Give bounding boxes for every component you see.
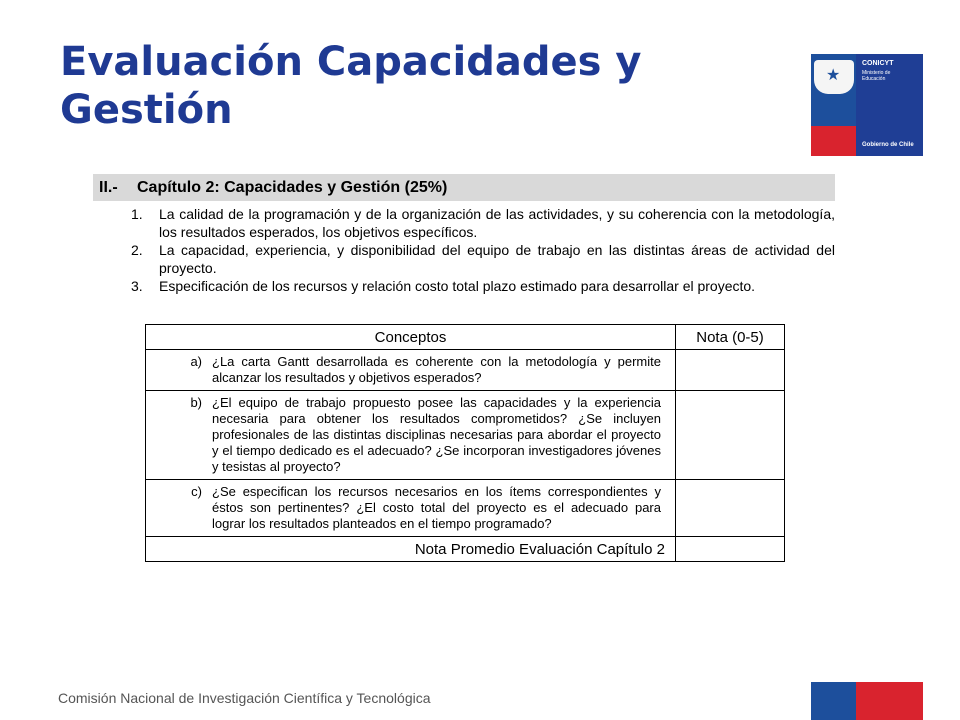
document-excerpt: [93, 174, 835, 295]
logo-red-block: [811, 126, 856, 156]
slide-title-line1: Evaluación Capacidades y: [60, 39, 642, 85]
section-number: II.-: [99, 178, 118, 196]
logo-ministry-line1: Ministerio de: [862, 70, 891, 76]
logo-name: CONICYT: [862, 60, 894, 67]
table-footer-row: [146, 537, 785, 562]
criterion-index: 3.: [131, 278, 143, 294]
average-grade-cell: [676, 537, 785, 562]
criterion-text: La capacidad, experiencia, y disponibilidad del equipo de trabajo en las distintas áreas de actividad del proyecto.: [159, 242, 835, 276]
table-header-row: [146, 325, 785, 350]
list-item: [131, 241, 835, 277]
criteria-list: [93, 205, 835, 295]
concept-cell: [146, 391, 676, 480]
grade-cell: [676, 391, 785, 480]
header-grade: Nota (0-5): [676, 325, 785, 350]
section-title: Capítulo 2: Capacidades y Gestión (25%): [137, 178, 448, 196]
logo-government: Gobierno de Chile: [862, 142, 914, 148]
slide-title-line2: Gestión: [60, 87, 233, 133]
logo-flag-right: [856, 54, 923, 156]
criterion-index: 1.: [131, 206, 143, 222]
conicyt-logo: [811, 54, 923, 156]
logo-ministry: [862, 70, 918, 82]
footer-flag-red: [856, 682, 923, 720]
evaluation-table: [145, 324, 785, 562]
footer-flag-logo: [811, 682, 923, 720]
criterion-index: 2.: [131, 242, 143, 258]
item-question: ¿La carta Gantt desarrollada es coherente con la metodología y permite alcanzar los resultados y objetivos esperados?: [212, 354, 661, 385]
footer-flag-blue: [811, 682, 856, 720]
grade-cell: [676, 480, 785, 537]
criterion-text: La calidad de la programación y de la organización de las actividades, y su coherencia con la metodología, los resultados esperados, los objetivos específicos.: [159, 206, 835, 240]
coat-of-arms-icon: [814, 60, 854, 94]
table-row: [146, 350, 785, 391]
grade-cell: [676, 350, 785, 391]
item-question: ¿Se especifican los recursos necesarios en los ítems correspondientes y éstos son pertinentes? ¿El costo total del proyecto es el adecuado para lograr los resultados planteados en el tiempo programado?: [212, 484, 661, 531]
table-row: [146, 391, 785, 480]
item-letter: a): [190, 354, 202, 369]
logo-flag-left: [811, 54, 856, 156]
slide-title: [60, 38, 760, 134]
table-row: [146, 480, 785, 537]
logo-ministry-line2: Educación: [862, 76, 886, 82]
item-letter: b): [190, 395, 202, 410]
criterion-text: Especificación de los recursos y relación costo total plazo estimado para desarrollar el proyecto.: [159, 278, 756, 294]
list-item: [131, 277, 835, 295]
header-concepts: Conceptos: [146, 325, 676, 350]
concept-cell: [146, 350, 676, 391]
item-question: ¿El equipo de trabajo propuesto posee las capacidades y la experiencia necesaria para obtener los resultados comprometidos? ¿Se incluyen profesionales de las distintas disciplinas necesarias para abordar el proyecto y el tiempo dedicado es el adecuado? ¿Se incorporan investigadores jóvenes y tesistas al proyecto?: [212, 395, 661, 474]
item-letter: c): [191, 484, 202, 499]
list-item: [131, 205, 835, 241]
concept-cell: [146, 480, 676, 537]
average-grade-label: Nota Promedio Evaluación Capítulo 2: [146, 537, 676, 562]
section-header: [93, 174, 835, 201]
footer-organization: Comisión Nacional de Investigación Científica y Tecnológica: [58, 690, 431, 706]
